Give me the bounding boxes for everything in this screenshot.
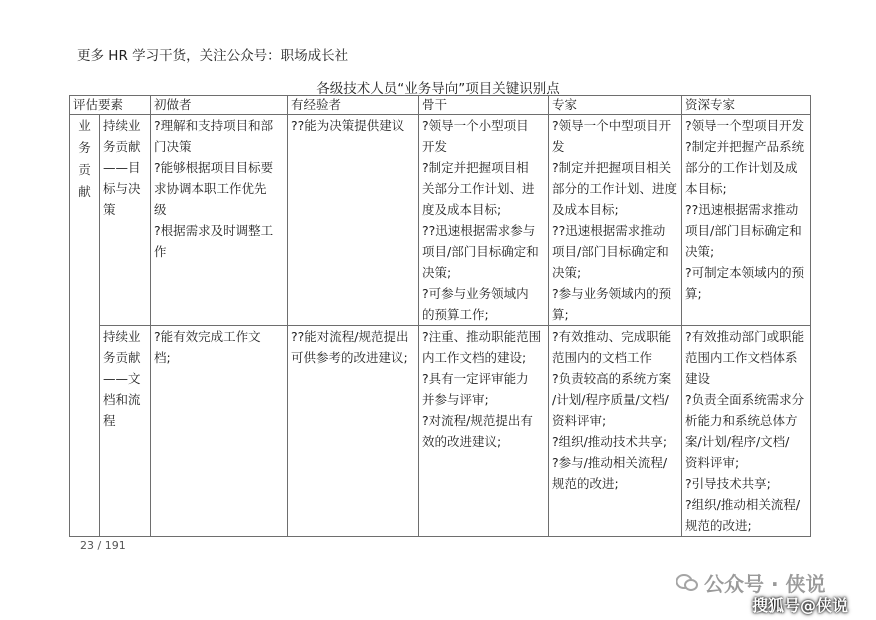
table-cell [419, 115, 549, 326]
cell-line: ?能有效完成工作文 [154, 329, 261, 344]
cell-line: 资料评审; [552, 413, 607, 428]
cell-line: 务贡献 [103, 350, 141, 365]
table-cell [682, 115, 811, 326]
evaluation-table [69, 95, 811, 537]
cell-line: 持续业 [103, 329, 141, 344]
table-cell [419, 326, 549, 537]
cell-line: 持续业 [103, 118, 141, 133]
cell-line: ?制定并把握产品系统 [685, 139, 805, 154]
cell-line: 程 [103, 413, 116, 428]
cell-line: ??能对流程/规范提出 [291, 329, 409, 344]
cell-line: ?领导一个小型项目 [422, 118, 529, 133]
cell-line: ?有效推动部门或职能 [685, 329, 805, 344]
cell-line: 作 [154, 244, 167, 259]
cell-line: ?组织/推动技术共享; [552, 434, 668, 449]
cell-line: 算; [685, 286, 702, 301]
cell-line: ——目 [103, 160, 141, 175]
cell-line: 及成本目标; [552, 202, 619, 217]
cell-line: ?引导技术共享; [685, 476, 771, 491]
cell-line: 部分的工作计划、进度 [552, 181, 678, 196]
column-header: 有经验者 [288, 96, 419, 115]
cell-line: 策 [103, 202, 116, 217]
cell-line: 求协调本职工作优先 [154, 181, 267, 196]
cell-line: 内工作文档的建设; [422, 350, 527, 365]
cell-line: ?具有一定评审能力 [422, 371, 529, 386]
table-row [70, 326, 811, 537]
page-number: 23 / 191 [80, 539, 126, 552]
cell-line: 关部分工作计划、进 [422, 181, 535, 196]
cell-line: 本目标; [685, 181, 727, 196]
column-header: 评估要素 [70, 96, 151, 115]
cell-line: ??迅速根据需求推动 [552, 223, 666, 238]
cell-line: 效的改进建议; [422, 434, 502, 449]
cell-line: 规范的改进; [685, 518, 752, 533]
column-header: 初做者 [151, 96, 288, 115]
cell-line: 部分的工作计划及成 [685, 160, 798, 175]
cell-line: 档; [154, 350, 171, 365]
cell-line: 开发 [422, 139, 448, 154]
cell-line: 析能力和系统总体方 [685, 413, 798, 428]
cell-line: 项目/部门目标确定和 [422, 244, 539, 259]
cell-line: 标与决 [103, 181, 141, 196]
cell-line: 并参与评审; [422, 392, 489, 407]
cell-line: 决策; [685, 244, 715, 259]
cell-line: ?根据需求及时调整工 [154, 223, 274, 238]
table-row [70, 115, 811, 326]
table-cell [151, 115, 288, 326]
cell-line: ?注重、推动职能范围 [422, 329, 542, 344]
cell-line: 决策; [422, 265, 452, 280]
cell-line: ?能够根据项目目标要 [154, 160, 274, 175]
cell-line: 项目/部门目标确定和 [685, 223, 802, 238]
cell-line: ?参与/推动相关流程/ [552, 455, 668, 470]
watermark-site: 搜狐号@侠说 [752, 596, 849, 615]
cell-line: ?参与业务领域内的预 [552, 286, 672, 301]
category-char: 业 [78, 118, 91, 133]
table-cell [151, 326, 288, 537]
cell-line: 决策; [552, 265, 582, 280]
cell-line: ?有效推动、完成职能 [552, 329, 672, 344]
cell-line: ?理解和支持项目和部 [154, 118, 274, 133]
watermark-account-text: 公众号 · 侠说 [704, 572, 826, 596]
table-header-row [70, 96, 811, 115]
category-char: 献 [78, 184, 91, 199]
cell-line: 资料评审; [685, 455, 740, 470]
cell-line: ——文 [103, 371, 141, 386]
table-cell [288, 326, 419, 537]
cell-line: 的预算工作; [422, 307, 489, 322]
column-header: 资深专家 [682, 96, 811, 115]
table-cell [549, 115, 682, 326]
table-cell [682, 326, 811, 537]
cell-line: 度及成本目标; [422, 202, 502, 217]
cell-line: ?制定并把握项目相关 [552, 160, 672, 175]
cell-line: ?可参与业务领域内 [422, 286, 529, 301]
wechat-icon [676, 574, 698, 592]
cell-line: ?对流程/规范提出有 [422, 413, 533, 428]
column-header: 骨干 [419, 96, 549, 115]
cell-line: 规范的改进; [552, 476, 619, 491]
cell-line: 发 [552, 139, 565, 154]
category-char: 务 [78, 140, 91, 155]
table-cell [549, 326, 682, 537]
cell-line: 务贡献 [103, 139, 141, 154]
cell-line: ??能为决策提供建议 [291, 118, 405, 133]
cell-line: 档和流 [103, 392, 141, 407]
table-cell [288, 115, 419, 326]
category-char: 贡 [78, 162, 91, 177]
cell-line: ??迅速根据需求参与 [422, 223, 536, 238]
column-header: 专家 [549, 96, 682, 115]
subcategory-cell [100, 115, 151, 326]
cell-line: 级 [154, 202, 167, 217]
cell-line: ?负责较高的系统方案 [552, 371, 672, 386]
cell-line: ??迅速根据需求推动 [685, 202, 799, 217]
cell-line: ?组织/推动相关流程/ [685, 497, 801, 512]
table-title: 各级技术人员“业务导向”项目关键识别点 [316, 81, 560, 97]
category-cell [70, 115, 100, 537]
cell-line: ?可制定本领域内的预 [685, 265, 805, 280]
cell-line: ?领导一个型项目开发 [685, 118, 805, 133]
cell-line: 算; [552, 307, 569, 322]
cell-line: ?领导一个中型项目开 [552, 118, 672, 133]
header-note: 更多 HR 学习干货，关注公众号：职场成长社 [77, 48, 349, 64]
cell-line: /计划/程序质量/文档/ [552, 392, 669, 407]
cell-line: 范围内的文档工作 [552, 350, 653, 365]
cell-line: 项目/部门目标确定和 [552, 244, 669, 259]
cell-line: 建设 [685, 371, 711, 386]
cell-line: ?制定并把握项目相 [422, 160, 529, 175]
cell-line: ?负责全面系统需求分 [685, 392, 805, 407]
cell-line: 案/计划/程序/文档/ [685, 434, 790, 449]
subcategory-cell [100, 326, 151, 537]
cell-line: 门决策 [154, 139, 192, 154]
cell-line: 可供参考的改进建议; [291, 350, 408, 365]
cell-line: 范围内工作文档体系 [685, 350, 798, 365]
